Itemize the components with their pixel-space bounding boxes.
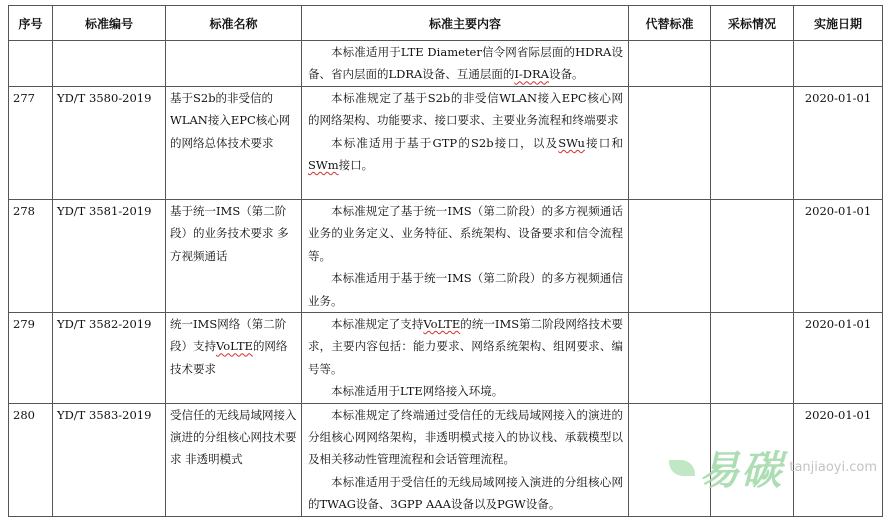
header-no: 序号 bbox=[9, 6, 53, 41]
content-paragraph: 本标准规定了终端通过受信任的无线局域网接入的演进的分组核心网网络架构，非透明模式接入的协议栈、承载模型以及相关移动性管理流程和会话管理流程。 bbox=[308, 407, 623, 467]
header-name: 标准名称 bbox=[166, 6, 302, 41]
content-paragraph: 本标准规定了支持VoLTE的统一IMS第二阶段网络技术要求，主要内容包括：能力要求、网络系统架构、组网要求、编号等。 bbox=[308, 317, 623, 376]
content-paragraph: 本标准规定了基于S2b的非受信WLAN接入EPC核心网的网络架构、功能要求、接口要求、主要业务流程和终端要求 bbox=[308, 91, 623, 128]
watermark-logo: 易碳 bbox=[699, 448, 784, 494]
cell-no bbox=[9, 41, 53, 87]
cell-code: YD/T 3580-2019 bbox=[53, 87, 166, 200]
cell-content bbox=[302, 313, 629, 404]
table-row bbox=[9, 403, 883, 516]
table-header-row bbox=[9, 6, 883, 41]
header-code: 标准编号 bbox=[53, 6, 166, 41]
table-row bbox=[9, 87, 883, 200]
cell-name: 统一IMS网络（第二阶段）支持VoLTE的网络技术要求 bbox=[166, 313, 302, 404]
table-row bbox=[9, 41, 883, 87]
header-adopt: 采标情况 bbox=[711, 6, 794, 41]
cell-no: 280 bbox=[9, 403, 53, 516]
cell-replace bbox=[629, 87, 711, 200]
cell-name: 受信任的无线局域网接入演进的分组核心网技术要求 非透明模式 bbox=[166, 403, 302, 516]
cell-code: YD/T 3581-2019 bbox=[53, 200, 166, 313]
watermark-url: tanjiaoyi.com bbox=[789, 460, 877, 475]
content-paragraph: 本标准适用于LTE Diameter信令网省际层面的HDRA设备、省内层面的LDRA设备、互通层面的I-DRA设备。 bbox=[308, 45, 623, 82]
cell-no: 277 bbox=[9, 87, 53, 200]
table-row bbox=[9, 200, 883, 313]
cell-replace bbox=[629, 313, 711, 404]
cell-adopt bbox=[711, 200, 794, 313]
cell-adopt bbox=[711, 313, 794, 404]
cell-code bbox=[53, 41, 166, 87]
spellcheck-mark: SWm bbox=[308, 158, 339, 173]
cell-date: 2020-01-01 bbox=[794, 200, 883, 313]
content-paragraph: 本标准适用于基于统一IMS（第二阶段）的多方视频通信业务。 bbox=[308, 271, 623, 308]
cell-no: 279 bbox=[9, 313, 53, 404]
cell-date: 2020-01-01 bbox=[794, 313, 883, 404]
cell-code: YD/T 3582-2019 bbox=[53, 313, 166, 404]
cell-date: 2020-01-01 bbox=[794, 87, 883, 200]
cell-replace bbox=[629, 41, 711, 87]
header-replace: 代替标准 bbox=[629, 6, 711, 41]
standards-table bbox=[8, 5, 883, 517]
cell-content bbox=[302, 200, 629, 313]
spellcheck-mark: VoLTE bbox=[216, 339, 253, 354]
cell-name: 基于统一IMS（第二阶段）的业务技术要求 多方视频通话 bbox=[166, 200, 302, 313]
header-date: 实施日期 bbox=[794, 6, 883, 41]
cell-content bbox=[302, 41, 629, 87]
spellcheck-mark: VoLTE bbox=[423, 317, 461, 332]
cell-replace bbox=[629, 403, 711, 516]
content-paragraph: 本标准适用于LTE网络接入环境。 bbox=[331, 384, 504, 399]
cell-adopt bbox=[711, 403, 794, 516]
spellcheck-mark: SWu bbox=[558, 135, 585, 150]
content-paragraph: 本标准适用于基于GTP的S2b接口，以及SWu接口和SWm接口。 bbox=[308, 135, 624, 173]
cell-name: 基于S2b的非受信的WLAN接入EPC核心网的网络总体技术要求 bbox=[166, 87, 302, 200]
cell-adopt bbox=[711, 41, 794, 87]
cell-date bbox=[794, 41, 883, 87]
cell-content bbox=[302, 403, 629, 516]
header-content: 标准主要内容 bbox=[302, 6, 629, 41]
cell-code: YD/T 3583-2019 bbox=[53, 403, 166, 516]
cell-name bbox=[166, 41, 302, 87]
cell-content bbox=[302, 87, 629, 200]
cell-replace bbox=[629, 200, 711, 313]
table-row bbox=[9, 313, 883, 404]
content-paragraph: 本标准适用于受信任的无线局域网接入演进的分组核心网的TWAG设备、3GPP AAA设备以及PGW设备。 bbox=[308, 474, 623, 512]
cell-date: 2020-01-01 bbox=[794, 403, 883, 516]
cell-no: 278 bbox=[9, 200, 53, 313]
spellcheck-mark: I-DRA bbox=[514, 67, 549, 82]
content-paragraph: 本标准规定了基于统一IMS（第二阶段）的多方视频通话业务的业务定义、业务特征、系统架构、设备要求和信令流程等。 bbox=[308, 204, 623, 263]
cell-adopt bbox=[711, 87, 794, 200]
